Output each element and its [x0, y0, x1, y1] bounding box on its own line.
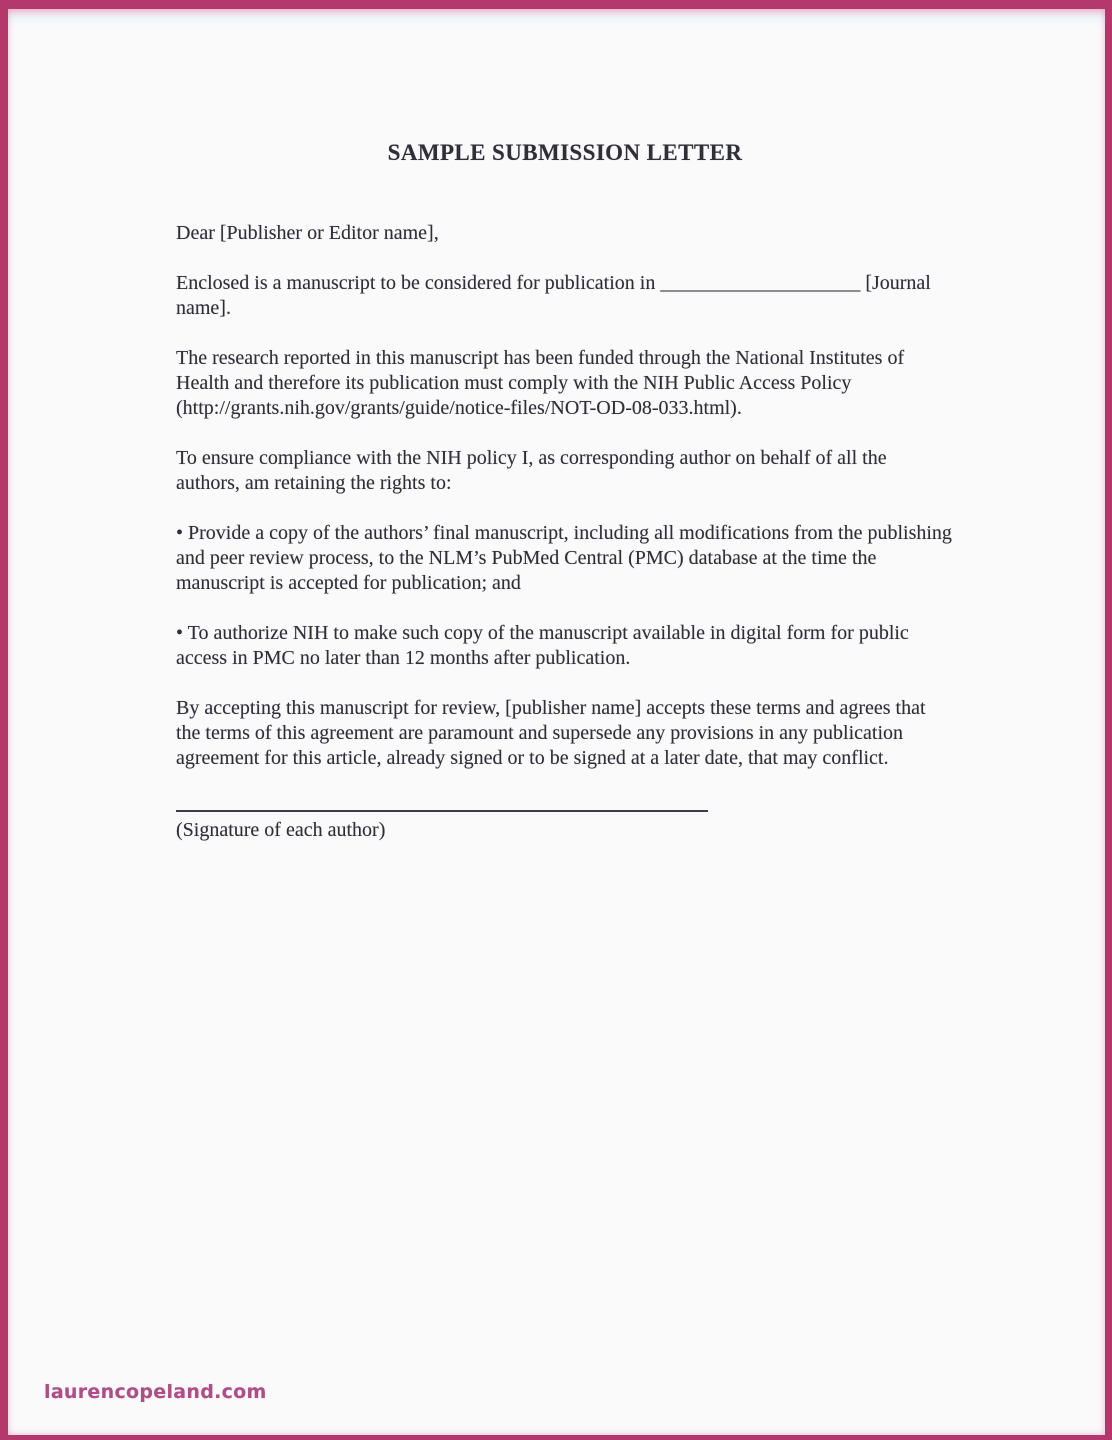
watermark: laurencopeland.com	[44, 1381, 267, 1403]
signature-caption: (Signature of each author)	[176, 819, 386, 841]
letter-paragraph-enclosed: Enclosed is a manuscript to be considered for publication in ____________________ [Journal name].	[176, 272, 931, 319]
salutation: Dear [Publisher or Editor name],	[176, 222, 439, 244]
letter-paragraph-research-funding: The research reported in this manuscript has been funded through the National Institutes of Health and therefore its publication must comply with the NIH Public Access Policy (http://grants.nih.gov/grants/guide/notice-files/NOT-OD-08-033.html).	[176, 347, 905, 419]
page-top-fade	[8, 9, 1105, 27]
letter-paragraph-terms: By accepting this manuscript for review, [publisher name] accepts these terms and agrees that the terms of this agreement are paramount and supersede any provisions in any publication agreement for this article, already signed or to be signed at a later date, that may conflict.	[176, 697, 926, 769]
letter-content	[176, 139, 954, 843]
signature-line	[176, 810, 708, 812]
letter-bullet-provide-copy: • Provide a copy of the authors’ final manuscript, including all modifications from the publishing and peer review process, to the NLM’s PubMed Central (PMC) database at the time the manuscript is accepted for publication; and	[176, 522, 952, 594]
letter-bullet-authorize-nih: • To authorize NIH to make such copy of the manuscript available in digital form for public access in PMC no later than 12 months after publication.	[176, 622, 909, 669]
letter-title: SAMPLE SUBMISSION LETTER	[387, 140, 743, 165]
letter-paragraph-compliance: To ensure compliance with the NIH policy I, as corresponding author on behalf of all the authors, am retaining the rights to:	[176, 447, 887, 494]
